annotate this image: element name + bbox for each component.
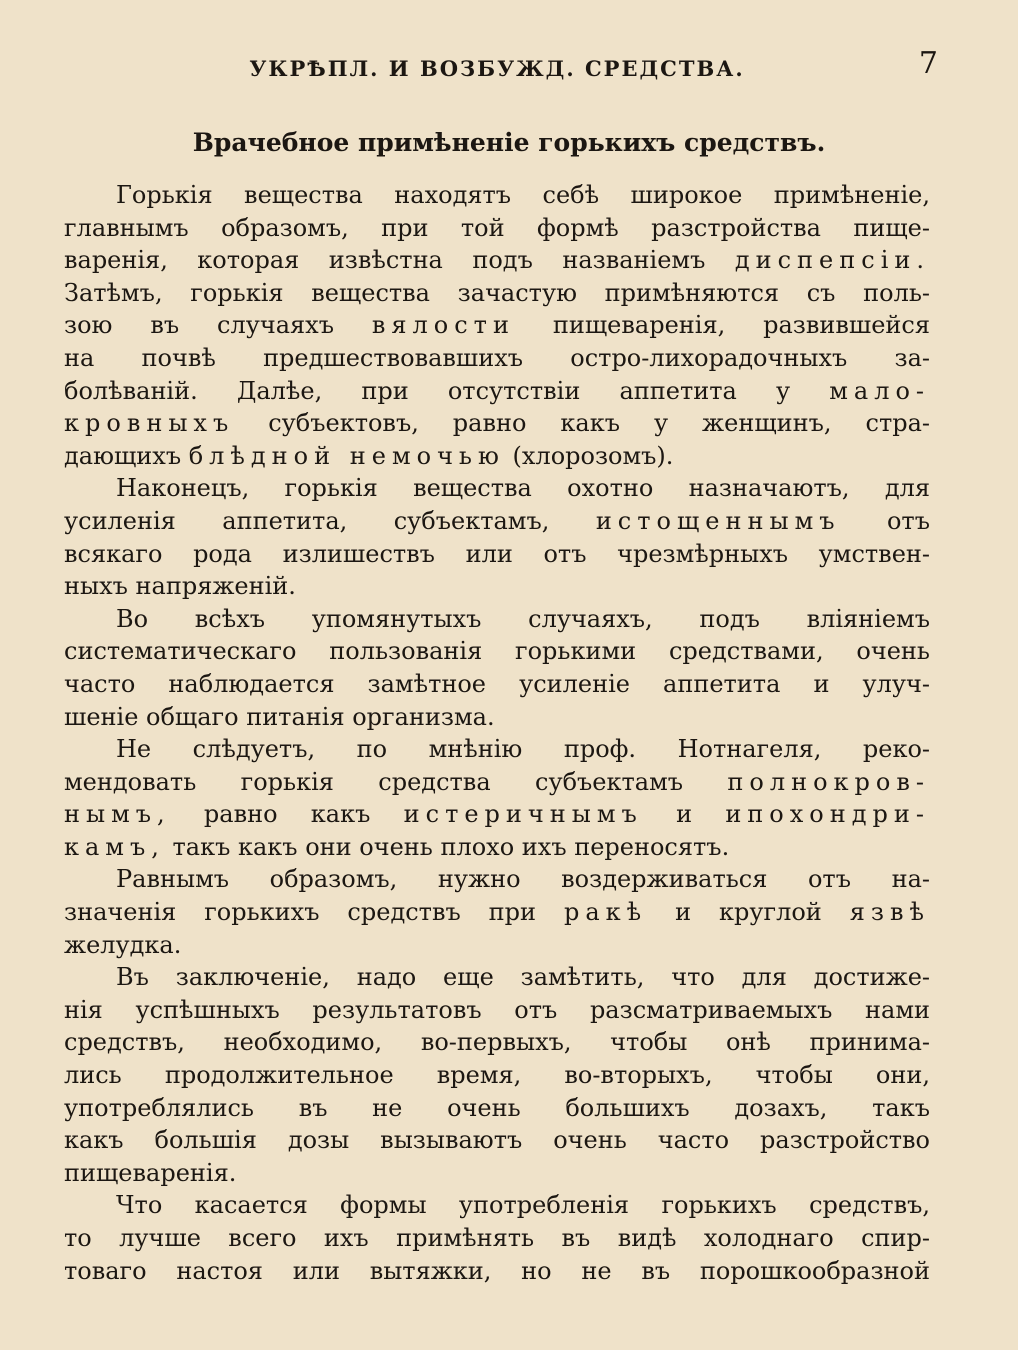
text-line: средствъ, необходимо, во-первыхъ, чтобы онѣ принима- — [64, 1028, 930, 1057]
text-line: желудка. — [64, 930, 182, 959]
body-text — [64, 179, 930, 1287]
text-line: Горькія вещества находятъ себѣ широкое примѣненіе, — [116, 181, 930, 209]
text-line: значенія горькихъ средствъ при ракѣ и круглой язвѣ — [64, 898, 930, 927]
text-line: болѣваній. Далѣе, при отсутствіи аппетита у мало- — [64, 376, 930, 405]
text-line: мендовать горькія средства субъектамъ полнокров- — [64, 767, 930, 796]
text-line: нымъ, равно какъ истеричнымъ и ипохондри- — [64, 800, 930, 829]
running-head — [64, 0, 938, 110]
text-line: ныхъ напряженій. — [64, 572, 296, 601]
spaced-term: камъ, — [64, 832, 165, 861]
spaced-term: диспепсіи. — [734, 246, 930, 275]
page-number: 7 — [918, 46, 938, 81]
text-line: зою въ случаяхъ вялости пищеваренія, развившейся — [64, 311, 930, 340]
text-line: всякаго рода излишествъ или отъ чрезмѣрныхъ умствен- — [64, 539, 930, 568]
spaced-term: вялости — [371, 311, 515, 340]
text-line: главнымъ образомъ, при той формѣ разстройства пище- — [64, 213, 930, 242]
text-line: усиленія аппетита, субъектамъ, истощеннымъ отъ — [64, 506, 930, 535]
spaced-term: мало- — [829, 376, 930, 405]
paragraph — [64, 733, 930, 863]
text-line: камъ, такъ какъ они очень плохо ихъ переносятъ. — [64, 832, 730, 861]
paragraph — [64, 179, 930, 472]
text-line: Что касается формы употребленія горькихъ средствъ, — [116, 1191, 930, 1220]
text-line: шеніе общаго питанія организма. — [64, 702, 495, 731]
spaced-term: нымъ, — [64, 800, 171, 829]
spaced-term: кровныхъ — [64, 409, 235, 438]
spaced-term: блѣдной немочью — [188, 441, 505, 470]
text-line: то лучше всего ихъ примѣнять въ видѣ холоднаго спир- — [64, 1224, 930, 1252]
spaced-term: истеричнымъ — [403, 800, 643, 829]
text-line: Въ заключеніе, надо еще замѣтить, что для достиже- — [116, 963, 930, 992]
section-title: Врачебное примѣненіе горькихъ средствъ. — [192, 128, 826, 157]
text-line: какъ большія дозы вызываютъ очень часто разстройство — [64, 1126, 930, 1155]
text-line: кровныхъ субъектовъ, равно какъ у женщинъ, стра- — [64, 409, 930, 438]
text-line: пищеваренія. — [64, 1158, 237, 1187]
text-line: Во всѣхъ упомянутыхъ случаяхъ, подъ вліяніемъ — [116, 604, 930, 633]
text-line: варенія, которая извѣстна подъ названіемъ диспепсіи. — [64, 246, 930, 275]
text-line: Затѣмъ, горькія вещества зачастую примѣняются съ поль- — [64, 278, 930, 307]
text-line: часто наблюдается замѣтное усиленіе аппетита и улуч- — [64, 669, 930, 698]
text-line: употреблялись въ не очень большихъ дозахъ, такъ — [64, 1093, 930, 1122]
text-line: Наконецъ, горькія вещества охотно назначаютъ, для — [116, 474, 930, 503]
spaced-term: полнокров- — [727, 767, 930, 796]
paragraph — [64, 1189, 930, 1287]
paragraph — [64, 472, 930, 602]
paragraph — [64, 961, 930, 1189]
paragraph — [64, 863, 930, 961]
text-line: систематическаго пользованія горькими средствами, очень — [64, 637, 930, 666]
text-line: товаго настоя или вытяжки, но не въ порошкообразной — [64, 1256, 930, 1285]
spaced-term: ипохондри- — [725, 800, 930, 829]
text-line: нія успѣшныхъ результатовъ отъ разсматриваемыхъ нами — [64, 995, 930, 1024]
spaced-term: истощеннымъ — [595, 506, 841, 535]
running-title: УКРѢПЛ. И ВОЗБУЖД. СРЕДСТВА. — [249, 56, 745, 81]
spaced-term: ракѣ — [563, 898, 648, 927]
paragraph — [64, 603, 930, 733]
text-line: дающихъ блѣдной немочью (хлорозомъ). — [64, 441, 674, 470]
text-line: Равнымъ образомъ, нужно воздерживаться отъ на- — [116, 865, 930, 894]
text-line: на почвѣ предшествовавшихъ остро-лихорадочныхъ за- — [64, 343, 930, 372]
text-line: лись продолжительное время, во-вторыхъ, чтобы они, — [64, 1061, 930, 1090]
spaced-term: язвѣ — [849, 898, 930, 927]
text-line: Не слѣдуетъ, по мнѣнію проф. Нотнагеля, реко- — [116, 735, 930, 764]
